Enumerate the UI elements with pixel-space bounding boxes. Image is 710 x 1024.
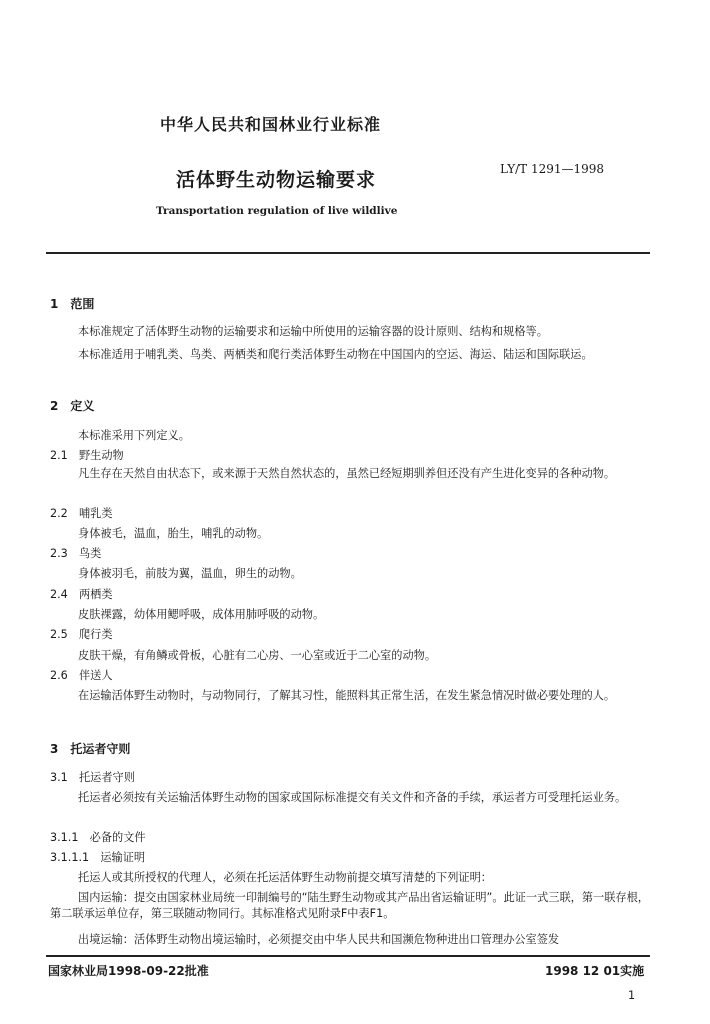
clause-3-1-1-label: 3.1.1 必备的文件 [50,831,146,844]
document-title: 活体野生动物运输要求 [176,169,377,191]
approval-line: 国家林业局1998-09-22批准 [48,964,209,978]
standard-category: 中华人民共和国林业行业标准 [160,115,382,134]
section-1-heading: 1 范围 [50,297,95,311]
definition-2-4-label: 2.4 两栖类 [50,588,113,601]
definition-2-1-label: 2.1 野生动物 [50,449,124,462]
clause-3-1-label: 3.1 托运者守则 [50,771,135,784]
effective-date: 1998 12 01实施 [545,964,645,978]
clause-3-1-1-1-text: 托运人或其所授权的代理人，必须在托运活体野生动物前提交填写清楚的下列证明： [78,871,492,884]
section-1-paragraph-1: 本标准规定了活体野生动物的运输要求和运输中所使用的运输容器的设计原则、结构和规格等。 [78,325,548,338]
definition-2-2-label: 2.2 哺乳类 [50,507,113,520]
section-3-heading: 3 托运者守则 [50,742,131,756]
domestic-transport-text: 国内运输：提交由国家林业局统一印制编号的“陆生野生动物或其产品出省运输证明”。此证一式三联，第一联存根，第二联承运单位存，第三联随动物同行。其标准格式见附录F中表F1。 [50,891,649,920]
section-2-intro: 本标准采用下列定义。 [78,429,190,442]
bottom-divider [46,955,650,957]
page-number: 1 [628,989,636,1002]
definition-2-5-label: 2.5 爬行类 [50,628,113,641]
section-2-heading: 2 定义 [50,399,95,413]
standard-code: LY/T 1291—1998 [500,162,605,176]
section-1-paragraph-2: 本标准适用于哺乳类、鸟类、两栖类和爬行类活体野生动物在中国国内的空运、海运、陆运和国际联运。 [78,348,593,361]
definition-2-2-text: 身体被毛，温血，胎生，哺乳的动物。 [78,527,269,540]
definition-2-6-label: 2.6 伴送人 [50,669,113,682]
definition-2-5-text: 皮肤干燥，有角鳞或骨板，心脏有二心房、一心室或近于二心室的动物。 [78,649,437,662]
definition-2-6-text: 在运输活体野生动物时，与动物同行，了解其习性，能照料其正常生活，在发生紧急情况时做必要处理的人。 [78,689,616,702]
top-divider [46,252,650,254]
english-title: Transportation regulation of live wildlive [156,205,398,217]
clause-3-1-text: 托运者必须按有关运输活体野生动物的国家或国际标准提交有关文件和齐备的手续，承运者方可受理托运业务。 [78,791,627,804]
clause-3-1-1-1-label: 3.1.1.1 运输证明 [50,851,146,864]
definition-2-3-text: 身体被羽毛，前肢为翼，温血，卵生的动物。 [78,567,302,580]
export-transport-text: 出境运输：活体野生动物出境运输时，必须提交由中华人民共和国濒危物种进出口管理办公室签发 [78,933,560,946]
definition-2-4-text: 皮肤裸露，幼体用鳃呼吸，成体用肺呼吸的动物。 [78,608,325,621]
definition-2-1-text: 凡生存在天然自由状态下，或来源于天然自然状态的，虽然已经短期驯养但还没有产生进化变异的各种动物。 [78,467,616,480]
definition-2-3-label: 2.3 鸟类 [50,547,102,560]
